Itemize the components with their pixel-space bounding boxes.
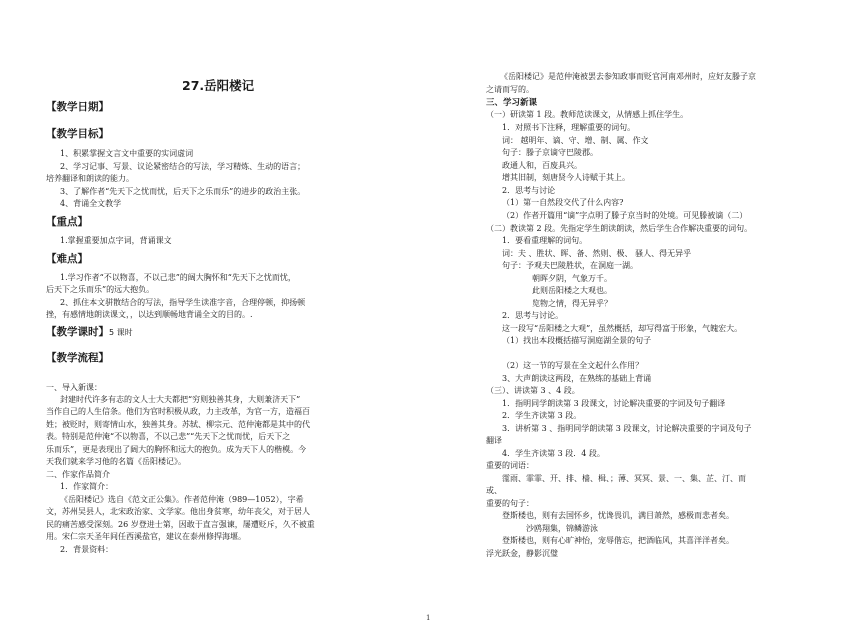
line-text: 乐而乐”，更是表现出了阔大的胸怀和远大的抱负。成为天下人的楷模。今 [46, 445, 307, 454]
line-text: 1．对照书下注释，理解重要的词句。 [502, 123, 636, 132]
line-text: 3、大声朗读这两段，在熟练的基础上背诵 [502, 374, 652, 383]
line-text: 1、积累掌握文言文中重要的实词虚词 [60, 149, 194, 158]
line-text: 培养翻译和朗读的能力。 [46, 174, 134, 183]
text-line [486, 386, 580, 396]
text-line [502, 336, 651, 346]
line-text: 文，苏州吴县人，北宋政治家、文学家。他出身贫寒，幼年丧父，对于居人 [46, 507, 310, 516]
line-text: 1．要看重理解的词句。 [502, 236, 588, 245]
text-line [60, 545, 113, 555]
text-line [532, 274, 612, 284]
line-text: 4、背诵全文教学 [60, 199, 122, 208]
text-line [486, 85, 534, 95]
line-text: 增其旧制，刻唐贤今人诗赋于其上。 [502, 173, 630, 182]
text-line [526, 524, 598, 534]
line-text: 民的痛苦感受深刻。26 岁登进士第，因敢于直言强谏，屡遭贬斥，久不被重 [46, 520, 315, 529]
line-text: 翻译 [486, 436, 502, 445]
text-line [46, 470, 110, 480]
line-text: 句子：予观夫巴陵胜状，在洞庭一湖。 [502, 261, 638, 270]
text-line [500, 72, 756, 82]
text-line [46, 457, 186, 467]
text-line [60, 495, 304, 505]
text-line [502, 424, 751, 434]
section-heading [46, 128, 109, 141]
line-text: 之请而写的。 [486, 85, 534, 94]
text-line [486, 98, 537, 108]
line-text: 当作自己的人生信条。他们为官时积极从政，力主改革，为官一方，造福百 [46, 407, 310, 416]
line-text: 词：夫 、胜状、晖、备、然则、极、 骚人、得无异乎 [502, 249, 692, 258]
text-line [46, 520, 315, 530]
line-text: 【教学流程】 [46, 352, 109, 364]
text-line [502, 311, 563, 321]
line-text: （一）研读第 1 段。教师范读课文，从情感上抓住学生。 [486, 110, 689, 119]
line-text: 登斯楼也，则有去国怀乡，忧谗畏讥，满目萧然，感极而悲者矣。 [502, 511, 734, 520]
text-line [502, 173, 630, 183]
line-text: 沙鸥翔集，锦鳞游泳 [526, 524, 598, 533]
line-text: 句子：滕子京谪守巴陵郡。 [502, 148, 598, 157]
text-line [46, 285, 154, 295]
line-text: （二）教读第 2 段。先指定学生朗读朗读，然后学生合作解决重要的词句。 [486, 224, 753, 233]
text-line [46, 445, 306, 455]
section-heading [46, 326, 133, 339]
line-text: 这一段写“岳阳楼之大观”，虽然概括，却写得富于形象，气魄宏大。 [502, 324, 743, 333]
line-text: 【重点】 [46, 216, 88, 228]
line-text: 三、学习新课 [486, 98, 538, 108]
line-text: 词： 越明年、谪、守、增、制、属、作文 [502, 136, 649, 145]
line-text: 1．指明同学朗读第 3 段课文，讨论解决重要的字词及句子翻译 [502, 399, 726, 408]
line-text: 天我们就来学习他的名篇《岳阳楼记》。 [46, 457, 186, 466]
text-line [502, 474, 746, 484]
line-text: （1）第一自然段交代了什么内容? [502, 198, 624, 207]
text-line [486, 499, 534, 509]
text-line [502, 536, 734, 546]
line-text: 览物之情，得无异乎？ [532, 299, 612, 308]
text-line [502, 411, 581, 421]
line-text: 姓；被贬时，则寄情山水，独善其身。苏轼、柳宗元、范仲淹都是其中的代 [46, 420, 310, 429]
line-text: （1）找出本段概括描写洞庭湖全景的句子 [502, 336, 652, 345]
text-line [502, 374, 651, 384]
line-text: 【教学课时】 [46, 326, 109, 338]
text-line [502, 186, 555, 196]
text-line [60, 187, 305, 197]
line-text: 登斯楼也，则有心旷神怡，宠辱偕忘，把酒临风，其喜洋洋者矣。 [502, 536, 734, 545]
text-line [502, 261, 638, 271]
text-line [46, 507, 310, 517]
text-line [46, 532, 246, 542]
line-text: （2）作者开篇用“谪”字点明了滕子京当时的处境。可见滕被谪（二） [502, 211, 748, 220]
page-number: 1 [426, 614, 431, 622]
line-text: 1.学习作者“不以物喜，不以己悲”的阔大胸怀和“先天下之忧而忧， [60, 273, 296, 282]
text-line [502, 198, 623, 208]
line-text: 政通人和，百废具兴。 [502, 161, 582, 170]
line-text: （三）、讲读第 3 、4 段。 [486, 386, 580, 395]
text-line [60, 298, 305, 308]
line-text: 此则岳阳楼之大观也。 [532, 286, 612, 295]
text-line [60, 162, 305, 172]
line-text: 用。宋仁宗天圣年间任西溪盐官，建议在泰州修捍海堰。 [46, 532, 246, 541]
line-text: 4．学生齐读第 3 段．4 段。 [502, 449, 605, 458]
text-line [46, 420, 310, 430]
line-text: 《岳阳楼记》选自《范文正公集》。作者范仲淹（989—1052），字希 [60, 495, 304, 504]
section-heading [46, 216, 88, 229]
text-line [502, 324, 742, 334]
line-text: 挫，有感情地朗读课文，，以达到顺畅地背诵全文的目的。. [46, 310, 253, 319]
line-text: 3．讲析第 3 、指明同学朗读第 3 段课文，讨论解决重要的字词及句子 [502, 424, 752, 433]
text-line [502, 211, 747, 221]
text-line [60, 199, 121, 209]
text-line [502, 361, 643, 371]
text-line [60, 236, 172, 246]
text-line [486, 549, 558, 559]
line-text: 浮光跃金，静影沉璧 [486, 549, 558, 558]
text-line [46, 310, 253, 320]
text-line [502, 161, 582, 171]
line-text: 2、学习记事、写景、议论紧密结合的写法，学习精炼、生动的语言； [60, 162, 306, 171]
line-text: 2．学生齐读第 3 段。 [502, 411, 582, 420]
line-text: 朝晖夕阴，气象万千。 [532, 274, 612, 283]
line-text: 一、导入新课： [46, 383, 102, 392]
line-text: 【难点】 [46, 253, 88, 265]
line-text: 【教学日期】 [46, 101, 109, 113]
text-line [486, 486, 502, 496]
line-text: 3、了解作者“先天下之忧而忧，后天下之乐而乐”的进步的政治主张。 [60, 187, 306, 196]
line-text: 1.掌握重要加点字词，背诵课文 [60, 236, 172, 245]
line-text: （2）这一节的写景在全文起什么作用？ [502, 361, 644, 370]
line-text: 封建时代许多有志的文人士大夫都把“穷则独善其身，大则兼济天下” [60, 395, 301, 404]
text-line [60, 482, 113, 492]
text-line [60, 149, 193, 159]
text-line [532, 299, 612, 309]
text-line [502, 449, 605, 459]
text-line [502, 511, 734, 521]
page-title: 27.岳阳楼记 [182, 78, 255, 93]
text-line [46, 432, 290, 442]
line-text: 2．思考与讨论。 [502, 311, 564, 320]
text-line [502, 148, 598, 158]
text-line [502, 249, 691, 259]
line-text: 【教学目标】 [46, 128, 109, 140]
line-text: 2、抓住本文骈散结合的写法，指导学生读准字音，合理停顿，抑扬顿 [60, 298, 306, 307]
section-heading [46, 253, 88, 266]
text-line [60, 273, 296, 283]
section-heading [46, 352, 109, 365]
text-line [46, 174, 134, 184]
line-text: 2．背景资料： [60, 545, 114, 554]
text-line [486, 224, 752, 234]
line-text: 霪雨、霏霏、开、排、樯、楫、；薄、冥冥、景、一、集、芷、汀、而 [502, 474, 746, 483]
text-line [502, 399, 725, 409]
line-text: 二、作家作品简介 [46, 470, 110, 479]
line-text: 《岳阳楼记》是范仲淹被罢去参知政事而贬官河南邓州时，应好友滕子京 [500, 72, 756, 81]
text-line [46, 383, 102, 393]
line-text: 表。特别是范仲淹“不以物喜，不以己悲”“先天下之忧而忧，后天下之 [46, 432, 291, 441]
text-line [486, 110, 688, 120]
text-line [502, 136, 649, 146]
text-line [532, 286, 612, 296]
text-line [486, 461, 534, 471]
text-line [46, 407, 310, 417]
line-text: 重要的句子： [486, 499, 534, 508]
line-text: 后天下之乐而乐”的远大抱负。 [46, 285, 155, 294]
line-text: 2．思考与讨论 [502, 186, 556, 195]
line-text: 重要的词语： [486, 461, 534, 470]
text-line [502, 236, 587, 246]
line-text: 或、 [486, 486, 502, 495]
line-text: 1．作家简介： [60, 482, 114, 491]
text-line [486, 436, 502, 446]
heading-value: 5 课时 [109, 328, 133, 337]
section-heading [46, 101, 109, 114]
text-line [60, 395, 300, 405]
text-line [502, 123, 635, 133]
